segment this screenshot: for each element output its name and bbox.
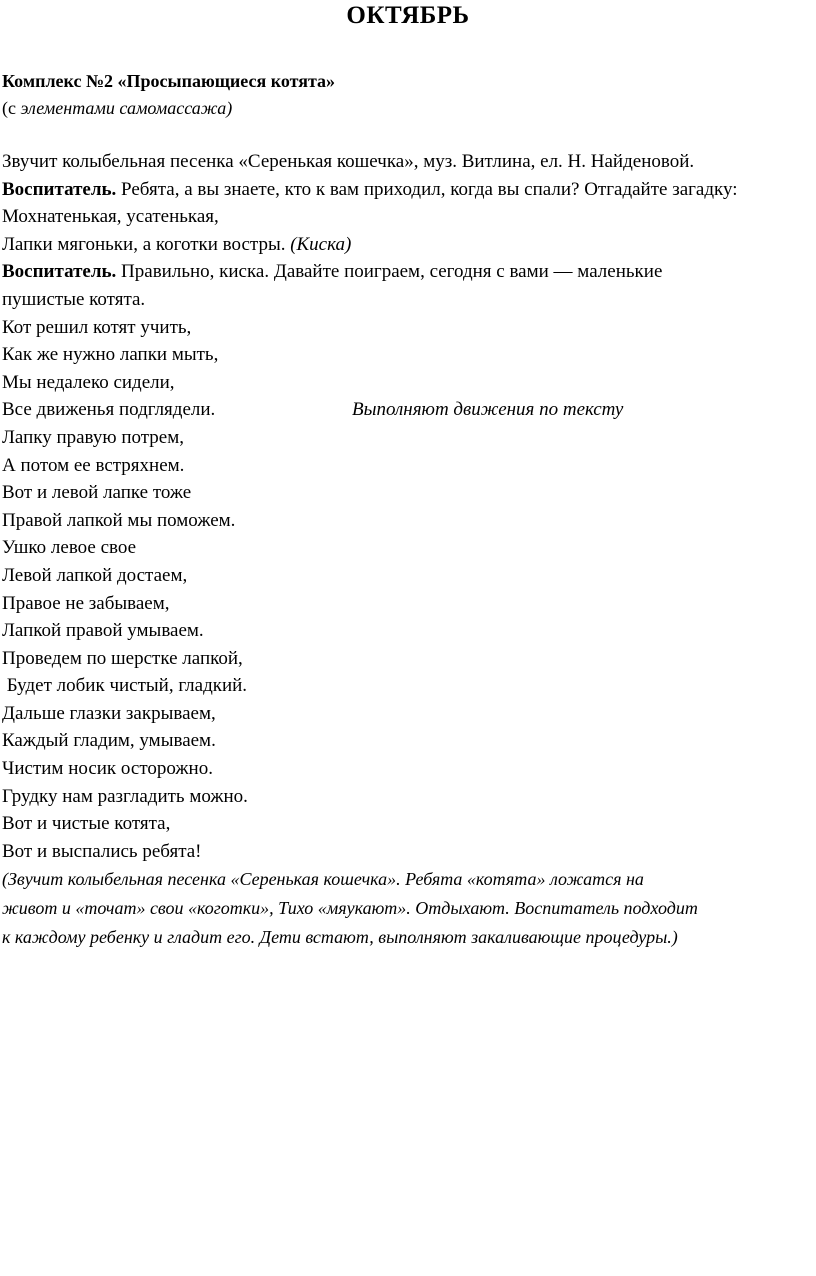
teacher-text: Ребята, а вы знаете, кто к вам приходил, когда вы спали? Отгадайте загадку:: [116, 178, 738, 200]
teacher-line-1: [2, 176, 816, 204]
poem-line: Проведем по шерстке лапкой,: [2, 647, 243, 669]
poem-line: Вот и чистые котята,: [2, 813, 171, 835]
poem-line: Вот и левой лапке тоже: [2, 482, 192, 504]
teacher-line-2-cont: пушистые котята.: [2, 288, 146, 310]
poem-line: Каждый гладим, умываем.: [2, 730, 216, 752]
poem-text: Все движенья подглядели.: [2, 399, 216, 421]
poem-line: Левой лапкой достаем,: [2, 564, 188, 586]
page-title: ОКТЯБРЬ: [346, 2, 470, 29]
poem-line: Мы недалеко сидели,: [2, 371, 175, 393]
document-body: [2, 148, 816, 952]
poem-line: Как же нужно лапки мыть,: [2, 344, 219, 366]
speaker-label: Воспитатель.: [2, 178, 117, 200]
poem-line: Грудку нам разгладить можно.: [2, 785, 248, 807]
intro-line: Звучит колыбельная песенка «Серенькая кошечка», муз. Витлина, ел. Н. Найденовой.: [2, 151, 695, 172]
poem-line: Правой лапкой мы поможем.: [2, 509, 236, 531]
riddle-answer: (Киска): [290, 233, 352, 255]
speaker-label: Воспитатель.: [2, 261, 117, 283]
riddle-line: [2, 231, 816, 259]
closing-line: к каждому ребенку и гладит его. Дети встают, выполняют закаливающие процедуры.): [2, 927, 678, 948]
riddle-text: Лапки мягоньки, а коготки востры.: [2, 233, 291, 255]
closing-line: живот и «точат» свои «коготки», Тихо «мяукают». Отдыхают. Воспитатель подходит: [2, 898, 698, 919]
closing-line: (Звучит колыбельная песенка «Серенькая кошечка». Ребята «котята» ложатся на: [2, 869, 644, 890]
poem-line: А потом ее встряхнем.: [2, 454, 185, 476]
poem-line: Ушко левое свое: [2, 537, 137, 559]
stage-direction: Выполняют движения по тексту: [352, 399, 624, 421]
complex-subtitle: [2, 98, 232, 119]
poem-line: Кот решил котят учить,: [2, 316, 192, 338]
poem-line: Лапкой правой умываем.: [2, 620, 204, 642]
poem-line: Будет лобик чистый, гладкий.: [2, 675, 248, 697]
poem-line: Чистим носик осторожно.: [2, 758, 213, 780]
poem-line: Лапку правую потрем,: [2, 426, 184, 448]
poem-line: Вот и выспались ребята!: [2, 840, 202, 862]
subtitle-italic: элементами самомассажа): [20, 98, 233, 118]
subtitle-paren: (с: [2, 98, 21, 118]
poem-line-with-note: [2, 396, 816, 424]
teacher-text: Правильно, киска. Давайте поиграем, сегодня с вами — маленькие: [116, 261, 663, 283]
teacher-line-2: [2, 258, 816, 286]
complex-title: Комплекс №2 «Просыпающиеся котята»: [2, 71, 336, 91]
closing-stage-direction: [2, 865, 816, 952]
poem-line: Правое не забываем,: [2, 592, 170, 614]
riddle-line: Мохнатенькая, усатенькая,: [2, 206, 219, 228]
poem-line: Дальше глазки закрываем,: [2, 702, 216, 724]
